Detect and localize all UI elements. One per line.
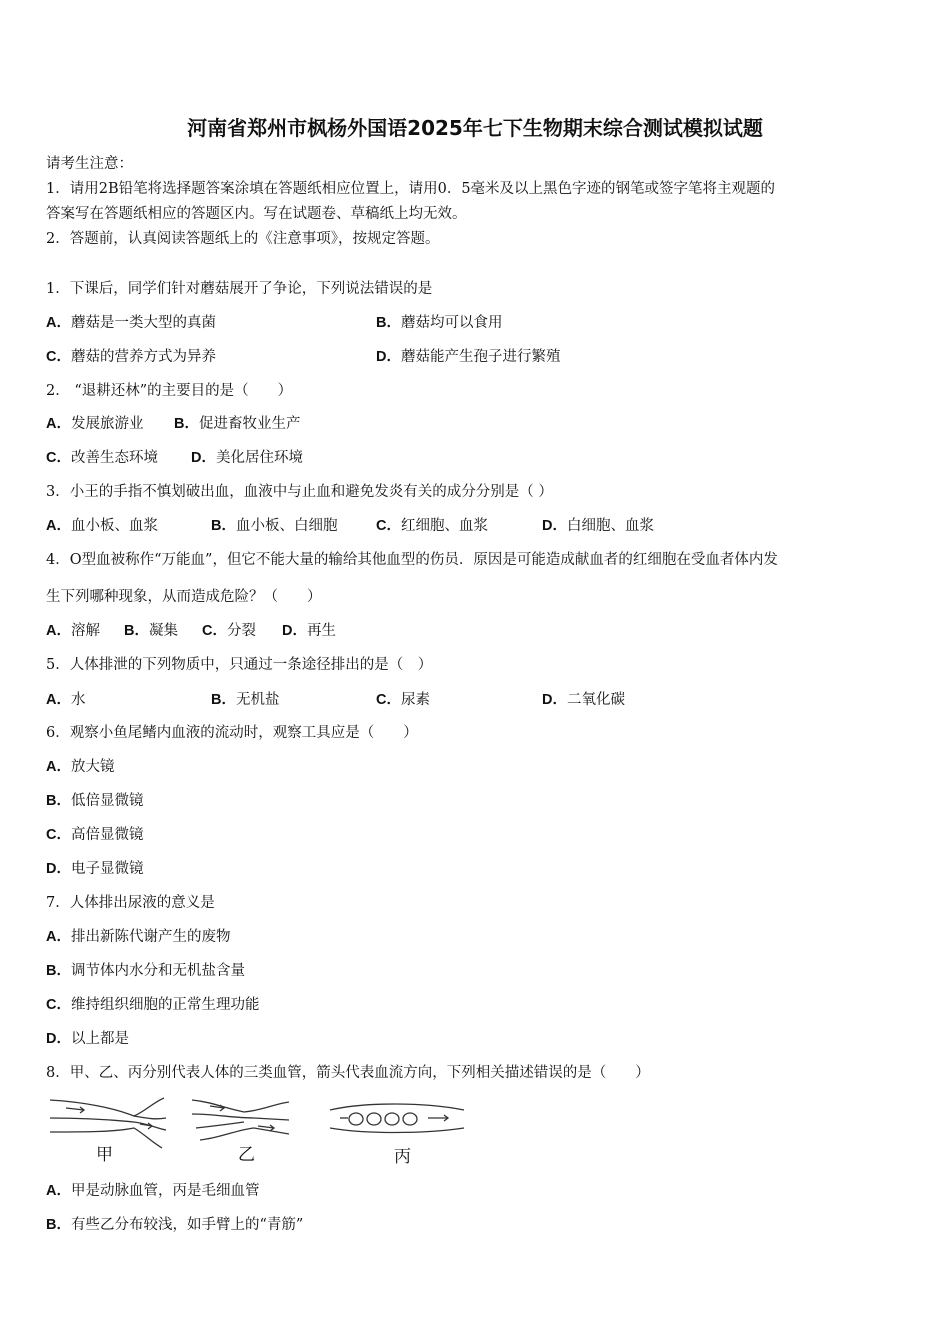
- q2-option-c: C．改善生态环境: [46, 450, 158, 466]
- q3-option-c: C．红细胞、血浆: [376, 518, 488, 534]
- q2-option-d: D．美化居住环境: [191, 450, 303, 466]
- figure-label-yi: 乙: [238, 1145, 255, 1165]
- q8-option-a: A．甲是动脉血管，丙是毛细血管: [46, 1183, 260, 1199]
- question-3-stem: 3．小王的手指不慎划破出血，血液中与止血和避免发炎有关的成分分别是（ ）: [46, 484, 553, 500]
- notice-line-2: 2．答题前，认真阅读答题纸上的《注意事项》，按规定答题。: [46, 231, 440, 247]
- question-2-stem: 2． “退耕还林”的主要目的是（ ）: [46, 383, 293, 399]
- q4-option-b: B．凝集: [124, 623, 178, 639]
- page-title: 河南省郑州市枫杨外国语2025年七下生物期末综合测试模拟试题: [187, 116, 763, 140]
- q6-option-a: A．放大镜: [46, 759, 115, 775]
- figure-label-jia: 甲: [96, 1145, 113, 1165]
- question-6-stem: 6．观察小鱼尾鳍内血液的流动时，观察工具应是（ ）: [46, 725, 418, 741]
- figure-label-bing: 丙: [394, 1147, 411, 1167]
- notice-line-1: 1．请用2B铅笔将选择题答案涂填在答题纸相应位置上，请用0．5毫米及以上黑色字迹的钢笔或签字笔将主观题的: [46, 181, 776, 197]
- q3-option-a: A．血小板、血浆: [46, 518, 158, 534]
- q7-option-d: D．以上都是: [46, 1031, 129, 1047]
- q4-option-c: C．分裂: [202, 623, 256, 639]
- q6-option-c: C．高倍显微镜: [46, 827, 144, 843]
- question-8-stem: 8．甲、乙、丙分别代表人体的三类血管，箭头代表血流方向，下列相关描述错误的是（ ）: [46, 1065, 650, 1081]
- question-5-stem: 5．人体排泄的下列物质中，只通过一条途径排出的是（ ）: [46, 657, 433, 673]
- q6-option-b: B．低倍显微镜: [46, 793, 144, 809]
- q2-option-a: A．发展旅游业: [46, 416, 144, 432]
- q2-option-b: B．促进畜牧业生产: [174, 416, 301, 432]
- q5-option-c: C．尿素: [376, 692, 430, 708]
- q7-option-a: A．排出新陈代谢产生的废物: [46, 929, 231, 945]
- q7-option-c: C．维持组织细胞的正常生理功能: [46, 997, 260, 1013]
- q1-option-b: B．蘑菇均可以食用: [376, 315, 503, 331]
- q7-option-b: B．调节体内水分和无机盐含量: [46, 963, 245, 979]
- notice-line-1b: 答案写在答题纸相应的答题区内。写在试题卷、草稿纸上均无效。: [46, 206, 467, 222]
- q4-option-d: D．再生: [282, 623, 336, 639]
- question-7-stem: 7．人体排出尿液的意义是: [46, 895, 215, 911]
- q5-option-b: B．无机盐: [211, 692, 280, 708]
- question-4-stem: 4．O型血被称作“万能血”，但它不能大量的输给其他血型的伤员．原因是可能造成献血者的红细胞在受血者体内发: [46, 552, 778, 568]
- notice-heading: 请考生注意：: [46, 156, 133, 172]
- q1-option-a: A．蘑菇是一类大型的真菌: [46, 315, 216, 331]
- q6-option-d: D．电子显微镜: [46, 861, 144, 877]
- q5-option-d: D．二氧化碳: [542, 692, 625, 708]
- question-1-stem: 1．下课后，同学们针对蘑菇展开了争论，下列说法错误的是: [46, 281, 433, 297]
- q8-option-b: B．有些乙分布较浅，如手臂上的“青筋”: [46, 1217, 304, 1233]
- question-4-stem-cont: 生下列哪种现象，从而造成危险？（ ）: [46, 589, 322, 605]
- q1-option-d: D．蘑菇能产生孢子进行繁殖: [376, 349, 561, 365]
- q3-option-b: B．血小板、白细胞: [211, 518, 338, 534]
- q5-option-a: A．水: [46, 692, 86, 708]
- q4-option-a: A．溶解: [46, 623, 100, 639]
- q1-option-c: C．蘑菇的营养方式为异养: [46, 349, 216, 365]
- q3-option-d: D．白细胞、血浆: [542, 518, 654, 534]
